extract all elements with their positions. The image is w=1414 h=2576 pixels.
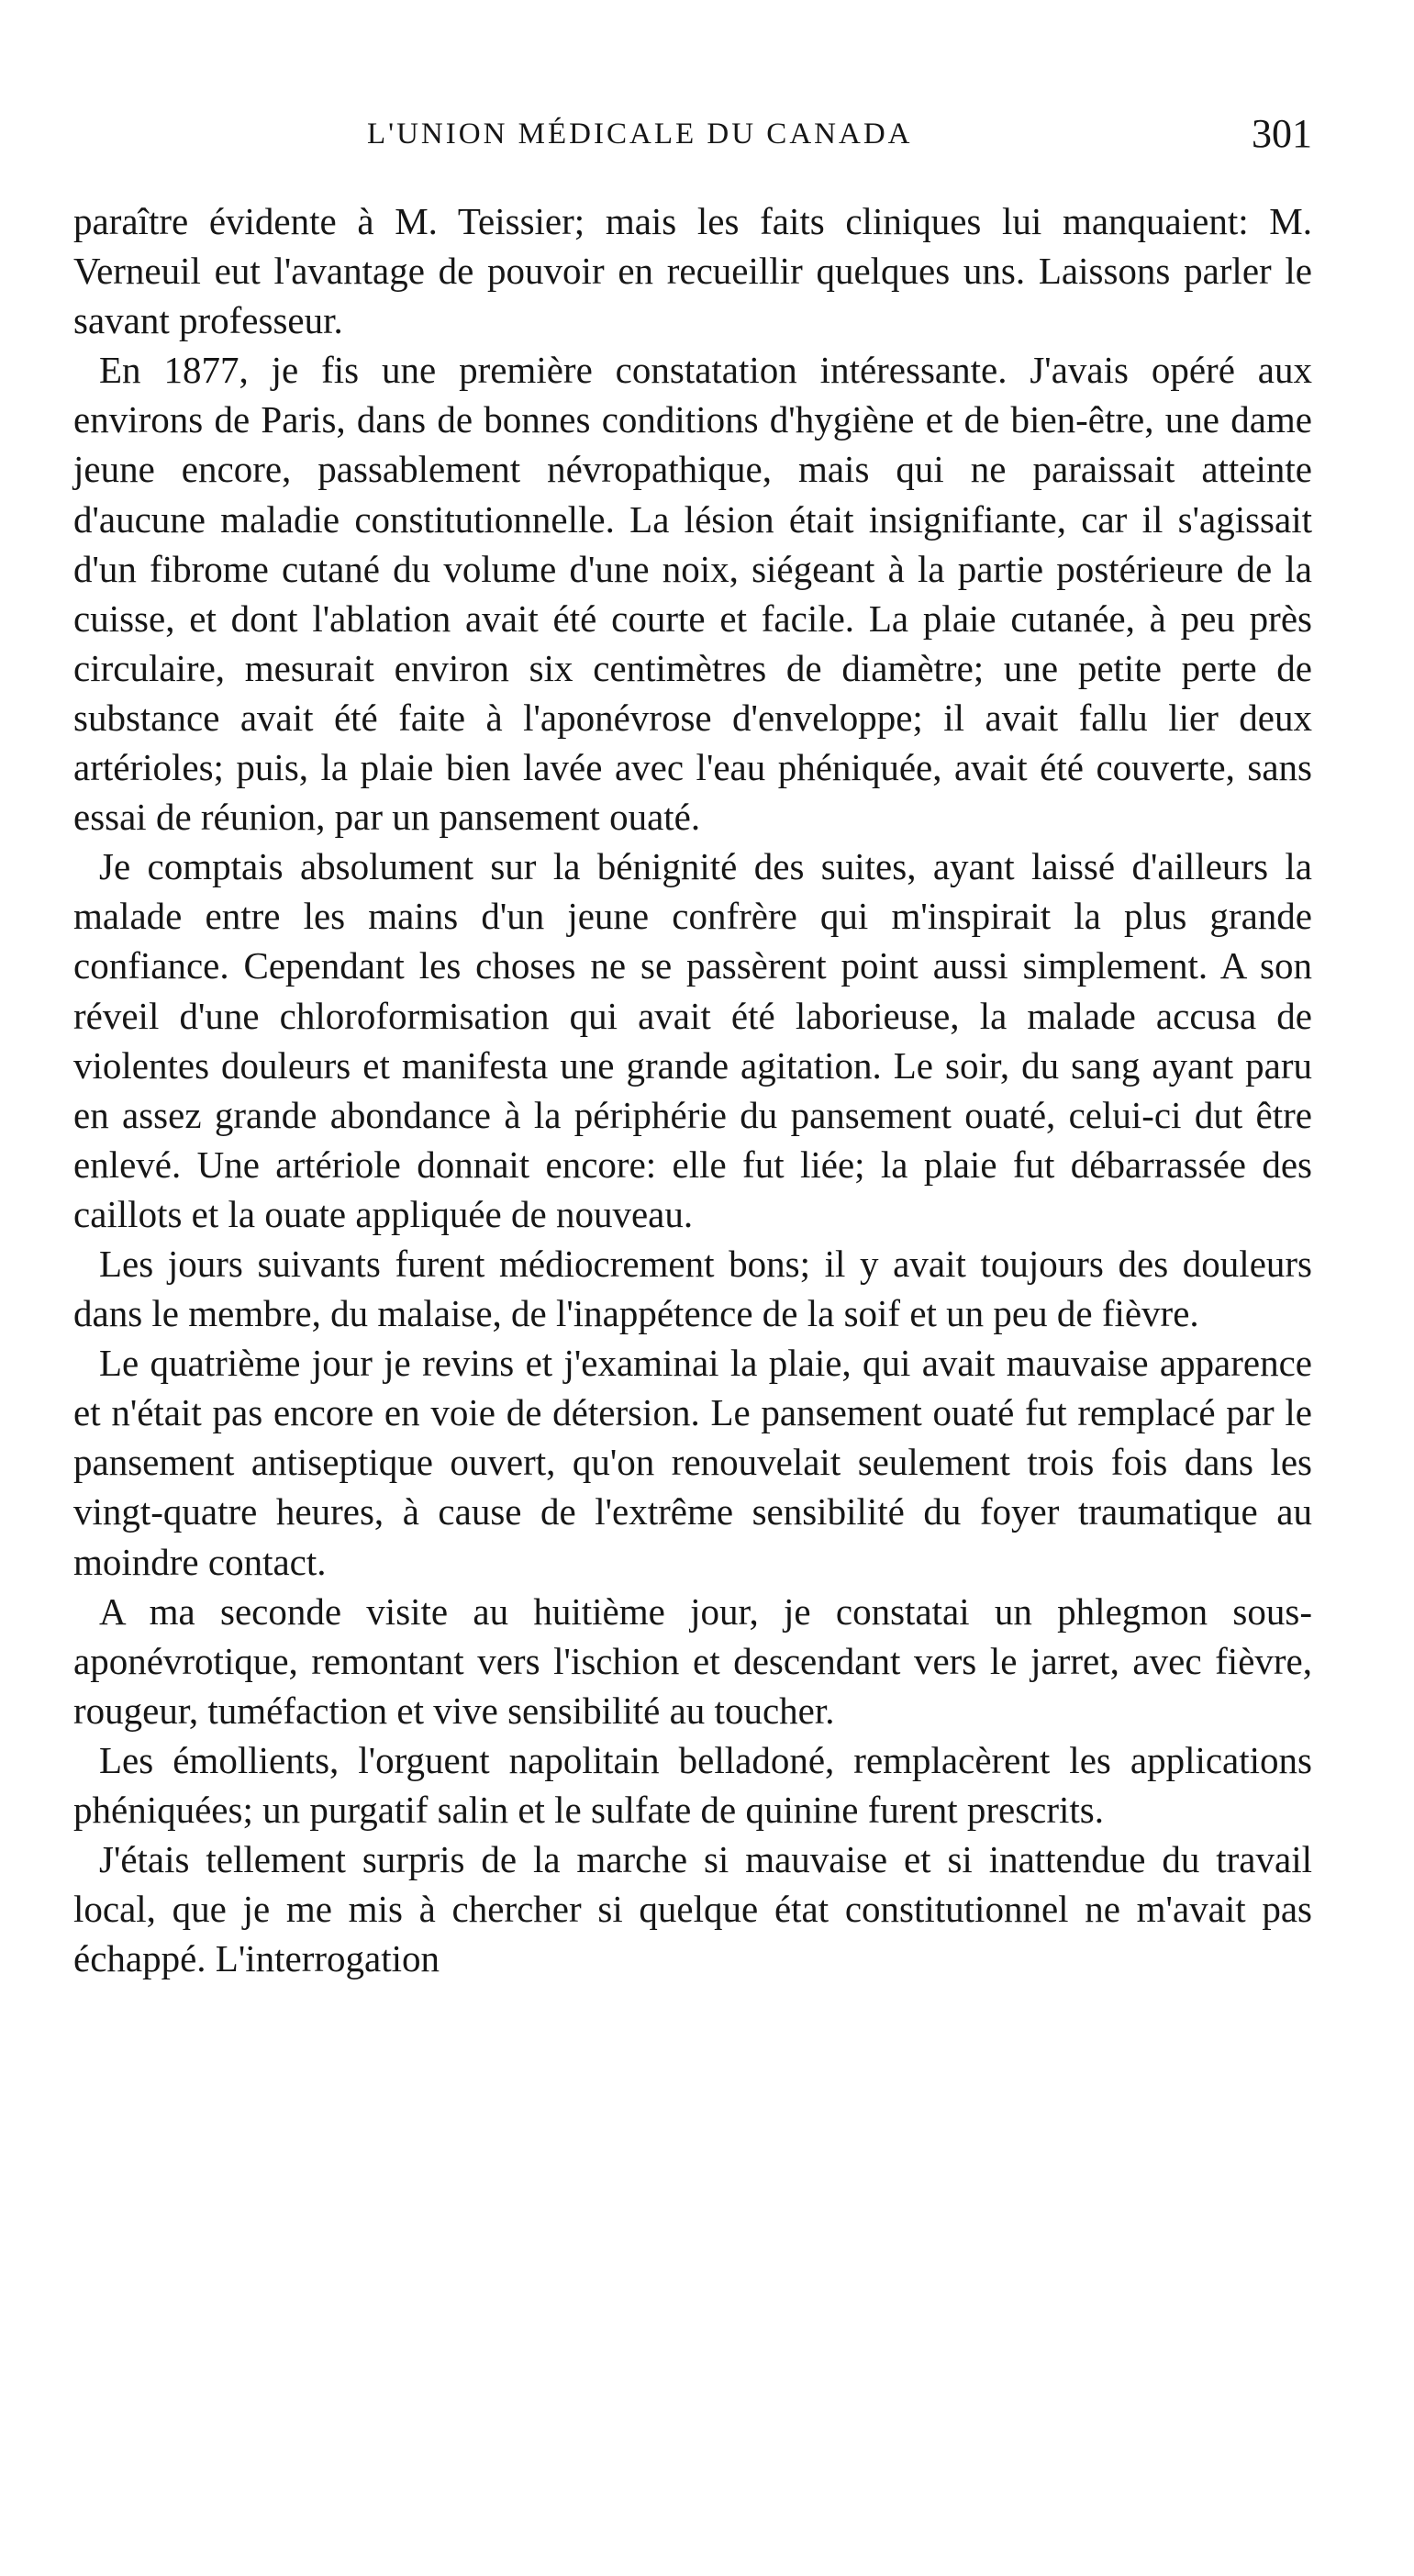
- body-text: [73, 196, 1312, 1983]
- paragraph-3: Je comptais absolument sur la bénignité des suites, ayant laissé d'ailleurs la malade entre les mains d'un jeune confrère qui m'inspirait la plus grande confiance. Cependant les choses ne se passèrent point aussi simplement. A son réveil d'une chloroformisation qui avait été laborieuse, la malade accusa de violentes douleurs et manifesta une grande agitation. Le soir, du sang ayant paru en assez grande abondance à la périphérie du pansement ouaté, celui-ci dut être enlevé. Une artériole donnait encore: elle fut liée; la plaie fut débarrassée des caillots et la ouate appliquée de nouveau.: [73, 845, 1312, 1235]
- paragraph-4: Les jours suivants furent médiocrement bons; il y avait toujours des douleurs dans le membre, du malaise, de l'inappétence de la soif et un peu de fièvre.: [73, 1242, 1312, 1335]
- paragraph-1: paraître évidente à M. Teissier; mais les faits cliniques lui manquaient: M. Verneuil eut l'avantage de pouvoir en recueillir quelques uns. Laissons parler le savant professeur.: [73, 200, 1312, 342]
- running-title: L'UNION MÉDICALE DU CANADA: [367, 117, 913, 151]
- paragraph-6: A ma seconde visite au huitième jour, je constatai un phlegmon sous-aponévrotique, remontant vers l'ischion et descendant vers le jarret, avec fièvre, rougeur, tuméfaction et vive sensibilité au toucher.: [73, 1589, 1312, 1732]
- paragraph-8: J'étais tellement surpris de la marche si mauvaise et si inattendue du travail local, que je me mis à chercher si quelque état constitutionnel ne m'avait pas échappé. L'interrogation: [73, 1838, 1312, 1980]
- paragraph-2: En 1877, je fis une première constatation intéressante. J'avais opéré aux environs de Paris, dans de bonnes conditions d'hygiène et de bien-être, une dame jeune encore, passablement névropathique, mais qui ne paraissait atteinte d'aucune maladie constitutionnelle. La lésion était insignifiante, car il s'agissait d'un fibrome cutané du volume d'une noix, siégeant à la partie postérieure de la cuisse, et dont l'ablation avait été courte et facile. La plaie cutanée, à peu près circulaire, mesurait environ six centimètres de diamètre; une petite perte de substance avait été faite à l'aponévrose d'enveloppe; il avait fallu lier deux artérioles; puis, la plaie bien lavée avec l'eau phéniquée, avait été couverte, sans essai de réunion, par un pansement ouaté.: [73, 349, 1312, 839]
- page-header: [73, 110, 1312, 165]
- paragraph-7: Les émollients, l'orguent napolitain belladoné, remplacèrent les applications phéniquées; un purgatif salin et le sulfate de quinine furent prescrits.: [73, 1738, 1312, 1831]
- paragraph-5: Le quatrième jour je revins et j'examinai la plaie, qui avait mauvaise apparence et n'était pas encore en voie de détersion. Le pansement ouaté fut remplacé par le pansement antiseptique ouvert, qu'on renouvelait seulement trois fois dans les vingt-quatre heures, à cause de l'extrême sensibilité du foyer traumatique au moindre contact.: [73, 1342, 1312, 1583]
- page-number: 301: [1252, 111, 1312, 156]
